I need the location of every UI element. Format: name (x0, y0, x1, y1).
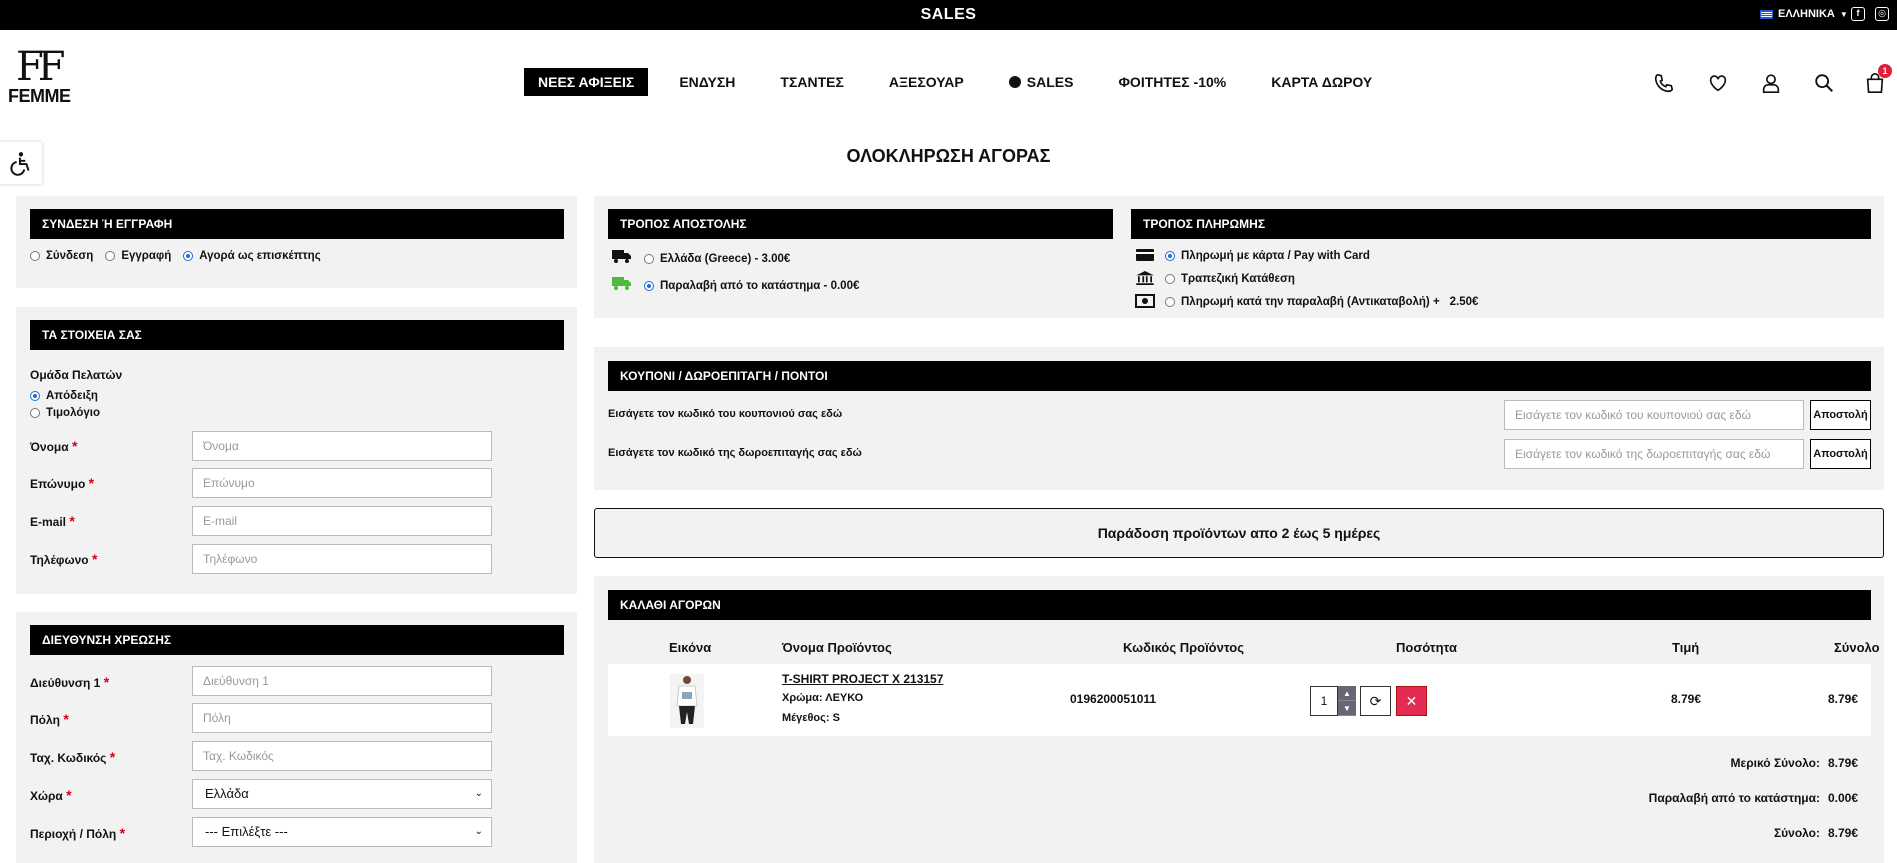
first-name-label-text: Όνομα (30, 440, 69, 454)
billing-panel (16, 612, 577, 863)
nav-sales-label: SALES (1026, 74, 1074, 90)
postcode-field[interactable] (192, 741, 492, 771)
logo[interactable] (8, 44, 88, 107)
nav-accessories[interactable]: ΑΞΕΣΟΥΑΡ (888, 74, 964, 90)
radio-guest[interactable] (183, 250, 320, 262)
product-thumbnail[interactable] (670, 674, 704, 728)
pay-card-label: Πληρωμή με κάρτα / Pay with Card (1181, 250, 1370, 262)
radio-dot (30, 408, 40, 418)
region-label: Περιοχή / Πόλη * (30, 825, 126, 841)
customer-group-label: Ομάδα Πελατών (30, 368, 123, 382)
details-title: ΤΑ ΣΤΟΙΧΕΙΑ ΣΑΣ (30, 320, 564, 350)
phone-field[interactable] (192, 544, 492, 574)
main-nav (524, 68, 1403, 96)
first-name-field[interactable] (192, 431, 492, 461)
city-field[interactable] (192, 703, 492, 733)
heart-icon[interactable] (1705, 70, 1731, 96)
product-price: 8.79€ (1671, 692, 1702, 706)
cart-icon[interactable] (1862, 66, 1888, 96)
pickup-value: 0.00€ (1828, 791, 1859, 805)
coupon-send-button[interactable]: Αποστολή (1810, 400, 1871, 430)
search-icon[interactable] (1811, 70, 1837, 96)
cart-count-badge: 1 (1878, 64, 1892, 78)
voucher-send-button[interactable]: Αποστολή (1810, 439, 1871, 469)
radio-dot (105, 251, 115, 261)
radio-ship-greece[interactable] (644, 253, 790, 265)
language-label: ΕΛΛΗΝΙΚΑ (1778, 8, 1835, 20)
pay-cod-label: Πληρωμή κατά την παραλαβή (Αντικαταβολή) + (1181, 296, 1440, 308)
radio-invoice[interactable] (30, 407, 100, 419)
last-name-field[interactable] (192, 468, 492, 498)
language-selector[interactable] (1760, 8, 1848, 20)
country-label: Χώρα * (30, 787, 72, 803)
radio-register[interactable] (105, 250, 171, 262)
cash-icon (1135, 294, 1155, 308)
card-icon (1135, 248, 1155, 262)
radio-dot (30, 251, 40, 261)
page-title: ΟΛΟΚΛΗΡΩΣΗ ΑΓΟΡΑΣ (846, 146, 1051, 166)
delivery-note: Παράδοση προϊόντων απο 2 έως 5 ημέρες (594, 508, 1884, 558)
refresh-icon: ⟳ (1369, 693, 1382, 709)
cart-panel (594, 576, 1884, 863)
phone-label: Τηλέφωνο * (30, 551, 98, 567)
country-label-text: Χώρα (30, 789, 63, 803)
quantity-input[interactable]: 1 (1310, 686, 1338, 716)
caret-down-icon: ▼ (1839, 9, 1848, 19)
first-name-label: Όνομα * (30, 438, 78, 454)
payment-title: ΤΡΟΠΟΣ ΠΛΗΡΩΜΗΣ (1131, 209, 1871, 239)
chevron-down-icon: ⌄ (474, 788, 483, 799)
nav-sales[interactable] (995, 68, 1088, 96)
greek-flag-icon (1760, 10, 1773, 19)
col-price: Τιμή (1672, 640, 1700, 655)
nav-clothing[interactable]: ΕΝΔΥΣΗ (679, 74, 736, 90)
product-code: 0196200051011 (1070, 692, 1157, 706)
radio-pay-cod[interactable] (1165, 296, 1478, 308)
radio-dot (30, 391, 40, 401)
radio-login[interactable] (30, 250, 93, 262)
logo-word: FEMME (8, 86, 71, 106)
shipping-title: ΤΡΟΠΟΣ ΑΠΟΣΤΟΛΗΣ (608, 209, 1113, 239)
close-icon: ✕ (1405, 693, 1418, 709)
cart-title: ΚΑΛΑΘΙ ΑΓΟΡΩΝ (608, 590, 1871, 620)
coupon-label: Εισάγετε τον κωδικό του κουπονιού σας εδώ (608, 408, 843, 420)
address-label: Διεύθυνση 1 * (30, 674, 110, 690)
radio-ship-store[interactable] (644, 280, 859, 292)
grand-total-label: Σύνολο: (1773, 826, 1820, 840)
phone-icon[interactable] (1651, 70, 1677, 96)
region-label-text: Περιοχή / Πόλη (30, 827, 117, 841)
remove-button[interactable] (1396, 686, 1427, 716)
shipping-payment-panel (594, 196, 1884, 318)
email-field[interactable] (192, 506, 492, 536)
radio-receipt[interactable] (30, 390, 98, 402)
pay-cod-fee: 2.50€ (1449, 296, 1479, 308)
radio-dot (644, 254, 654, 264)
top-bar (0, 0, 1897, 30)
product-color: Χρώμα: ΛΕΥΚΟ (782, 692, 864, 704)
address-field[interactable] (192, 666, 492, 696)
chevron-up-icon[interactable]: ▲ (1338, 686, 1356, 701)
col-code: Κωδικός Προϊόντος (1123, 640, 1244, 655)
coupon-title: ΚΟΥΠΟΝΙ / ΔΩΡΟΕΠΙΤΑΓΗ / ΠΟΝΤΟΙ (608, 361, 1871, 391)
instagram-icon[interactable]: ◎ (1875, 7, 1889, 21)
radio-receipt-label: Απόδειξη (46, 390, 98, 402)
grand-total-value: 8.79€ (1828, 826, 1859, 840)
quantity-stepper[interactable] (1338, 686, 1356, 716)
address-label-text: Διεύθυνση 1 (30, 676, 101, 690)
pickup-label: Παραλαβή από το κατάστημα: (1648, 791, 1820, 805)
email-label-text: E-mail (30, 515, 67, 529)
subtotal-value: 8.79€ (1828, 756, 1859, 770)
col-name: Όνομα Προϊόντος (782, 640, 892, 655)
table-row (608, 664, 1871, 736)
truck-icon (612, 249, 632, 263)
email-label: E-mail * (30, 513, 75, 529)
radio-pay-card[interactable] (1165, 250, 1370, 262)
radio-dot (1165, 274, 1175, 284)
nav-students[interactable]: ΦΟΙΤΗΤΕΣ -10% (1118, 74, 1227, 90)
last-name-label: Επώνυμο * (30, 475, 95, 491)
last-name-label-text: Επώνυμο (30, 477, 86, 491)
col-total: Σύνολο (1834, 640, 1880, 655)
city-label-text: Πόλη (30, 713, 60, 727)
radio-invoice-label: Τιμολόγιο (46, 407, 100, 419)
billing-title: ΔΙΕΥΘΥΝΣΗ ΧΡΕΩΣΗΣ (30, 625, 564, 655)
details-panel (16, 307, 577, 594)
percent-icon (1009, 76, 1021, 88)
radio-dot (1165, 297, 1175, 307)
region-select[interactable] (192, 817, 492, 847)
region-value: --- Επιλέξτε --- (205, 824, 288, 839)
nav-new-arrivals[interactable]: ΝΕΕΣ ΑΦΙΞΕΙΣ (524, 68, 648, 96)
coupon-input[interactable] (1504, 400, 1804, 430)
col-qty: Ποσότητα (1396, 640, 1457, 655)
radio-pay-bank[interactable] (1165, 273, 1295, 285)
bank-icon (1135, 271, 1155, 285)
country-select[interactable] (192, 779, 492, 809)
chevron-down-icon[interactable]: ▼ (1338, 701, 1356, 716)
store-truck-icon (612, 276, 632, 290)
ship-greece-label: Ελλάδα (Greece) - 3.00€ (660, 253, 791, 265)
voucher-label: Εισάγετε τον κωδικό της δωροεπιταγής σας εδώ (608, 447, 862, 459)
subtotal-label: Μερικό Σύνολο: (1730, 756, 1820, 770)
ship-store-label: Παραλαβή από το κατάστημα - 0.00€ (660, 280, 860, 292)
header (0, 30, 1897, 140)
city-label: Πόλη * (30, 711, 69, 727)
postcode-label-text: Ταχ. Κωδικός (30, 751, 107, 765)
radio-guest-label: Αγορά ως επισκέπτης (199, 250, 321, 262)
product-total: 8.79€ (1828, 692, 1859, 706)
pay-bank-label: Τραπεζική Κατάθεση (1181, 273, 1295, 285)
logo-mark: FF (16, 44, 60, 90)
country-value: Ελλάδα (205, 786, 249, 801)
login-title: ΣΥΝΔΕΣΗ Ή ΕΓΓΡΑΦΗ (30, 209, 564, 239)
radio-login-label: Σύνδεση (46, 250, 94, 262)
top-sales-link[interactable]: SALES (920, 6, 977, 23)
product-size: Μέγεθος: S (782, 712, 840, 724)
user-icon[interactable] (1758, 70, 1784, 96)
radio-dot (183, 251, 193, 261)
phone-label-text: Τηλέφωνο (30, 553, 89, 567)
nav-gift-card[interactable]: ΚΑΡΤΑ ΔΩΡΟΥ (1271, 74, 1373, 90)
login-panel (16, 196, 577, 288)
radio-register-label: Εγγραφή (121, 250, 172, 262)
nav-bags[interactable]: ΤΣΑΝΤΕΣ (780, 74, 844, 90)
radio-dot (1165, 251, 1175, 261)
facebook-icon[interactable]: f (1851, 7, 1865, 21)
radio-dot (644, 281, 654, 291)
coupon-panel (594, 347, 1884, 490)
update-button[interactable] (1360, 686, 1391, 716)
product-name-link[interactable]: T-SHIRT PROJECT X 213157 (782, 672, 944, 686)
col-image: Εικόνα (669, 640, 712, 655)
postcode-label: Ταχ. Κωδικός * (30, 749, 116, 765)
chevron-down-icon: ⌄ (474, 826, 483, 837)
voucher-input[interactable] (1504, 439, 1804, 469)
